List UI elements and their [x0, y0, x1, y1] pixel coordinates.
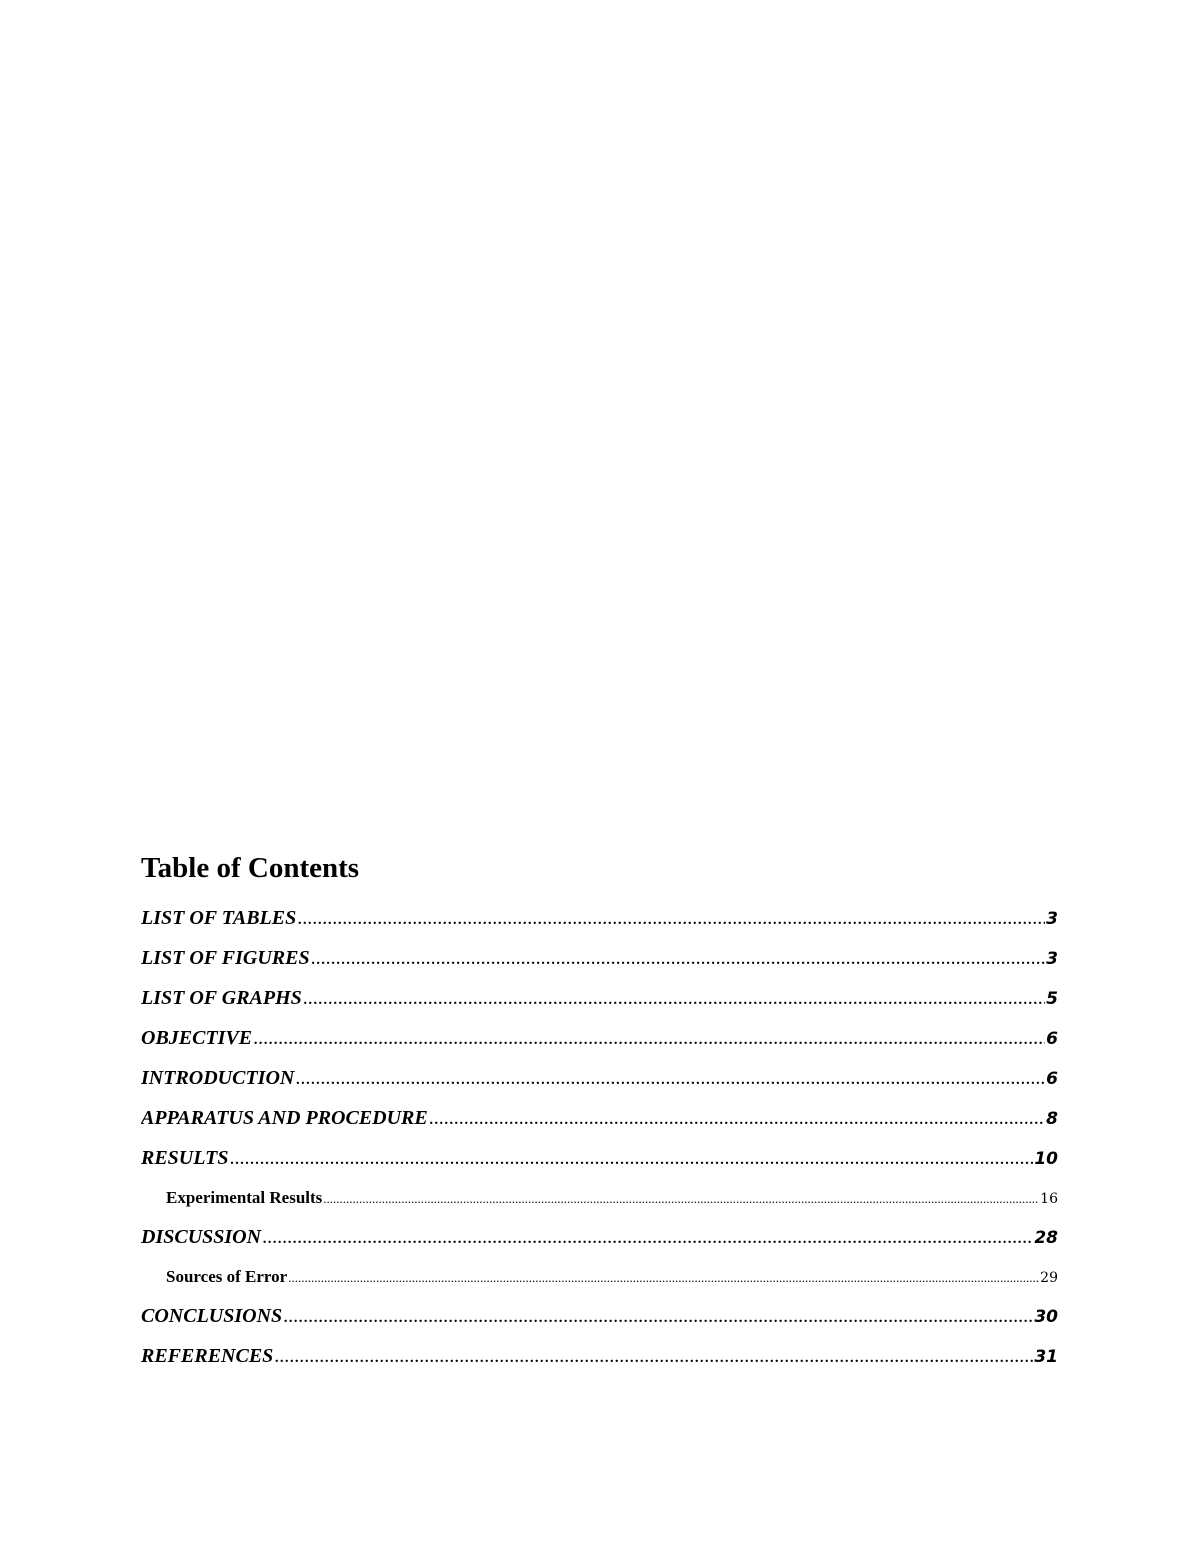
toc-entry-references[interactable] — [141, 1336, 1058, 1376]
toc-entry-page: 10 — [1034, 1149, 1058, 1169]
toc-entry-page: 30 — [1034, 1307, 1058, 1327]
toc-dot-leader — [311, 938, 1046, 978]
toc-entry-label: Sources of Error — [166, 1267, 288, 1286]
toc-entry-list-of-figures[interactable] — [141, 938, 1058, 978]
toc-entry-label: LIST OF GRAPHS — [141, 987, 302, 1009]
toc-entry-list-of-tables[interactable] — [141, 898, 1058, 938]
toc-entry-page: 8 — [1046, 1109, 1058, 1129]
toc-dot-leader — [288, 1258, 1039, 1296]
toc-entry-conclusions[interactable] — [141, 1296, 1058, 1336]
toc-dot-leader — [253, 1018, 1045, 1058]
toc-entry-label: LIST OF FIGURES — [141, 947, 310, 969]
toc-entry-objective[interactable] — [141, 1018, 1058, 1058]
toc-entry-page: 29 — [1040, 1270, 1058, 1286]
toc-entry-experimental-results[interactable] — [141, 1178, 1058, 1217]
toc-list — [141, 898, 1058, 1376]
toc-dot-leader — [297, 898, 1045, 938]
toc-entry-sources-of-error[interactable] — [141, 1257, 1058, 1296]
toc-entry-label: CONCLUSIONS — [141, 1305, 283, 1327]
toc-dot-leader — [323, 1179, 1039, 1217]
toc-entry-page: 3 — [1046, 949, 1058, 969]
toc-entry-label: RESULTS — [141, 1147, 229, 1169]
toc-dot-leader — [262, 1217, 1033, 1257]
toc-entry-label: LIST OF TABLES — [141, 907, 297, 929]
table-of-contents — [141, 848, 1058, 1376]
toc-dot-leader — [303, 978, 1045, 1018]
toc-entry-label: APPARATUS AND PROCEDURE — [141, 1107, 428, 1129]
toc-entry-page: 31 — [1034, 1347, 1058, 1367]
toc-dot-leader — [429, 1098, 1045, 1138]
toc-entry-label: INTRODUCTION — [141, 1067, 295, 1089]
toc-entry-label: REFERENCES — [141, 1345, 274, 1367]
toc-dot-leader — [274, 1336, 1033, 1376]
toc-entry-page: 6 — [1046, 1029, 1058, 1049]
toc-entry-list-of-graphs[interactable] — [141, 978, 1058, 1018]
toc-dot-leader — [295, 1058, 1045, 1098]
toc-entry-introduction[interactable] — [141, 1058, 1058, 1098]
toc-entry-page: 28 — [1034, 1228, 1058, 1248]
toc-entry-apparatus-and-procedure[interactable] — [141, 1098, 1058, 1138]
toc-entry-label: OBJECTIVE — [141, 1027, 253, 1049]
toc-dot-leader — [229, 1138, 1033, 1178]
toc-entry-page: 16 — [1040, 1191, 1058, 1207]
toc-entry-label: DISCUSSION — [141, 1226, 262, 1248]
toc-entry-results[interactable] — [141, 1138, 1058, 1178]
toc-entry-discussion[interactable] — [141, 1217, 1058, 1257]
toc-entry-label: Experimental Results — [166, 1188, 323, 1207]
toc-entry-page: 5 — [1046, 989, 1058, 1009]
toc-title: Table of Contents — [141, 852, 360, 884]
toc-dot-leader — [283, 1296, 1033, 1336]
toc-entry-page: 3 — [1046, 909, 1058, 929]
toc-entry-page: 6 — [1046, 1069, 1058, 1089]
